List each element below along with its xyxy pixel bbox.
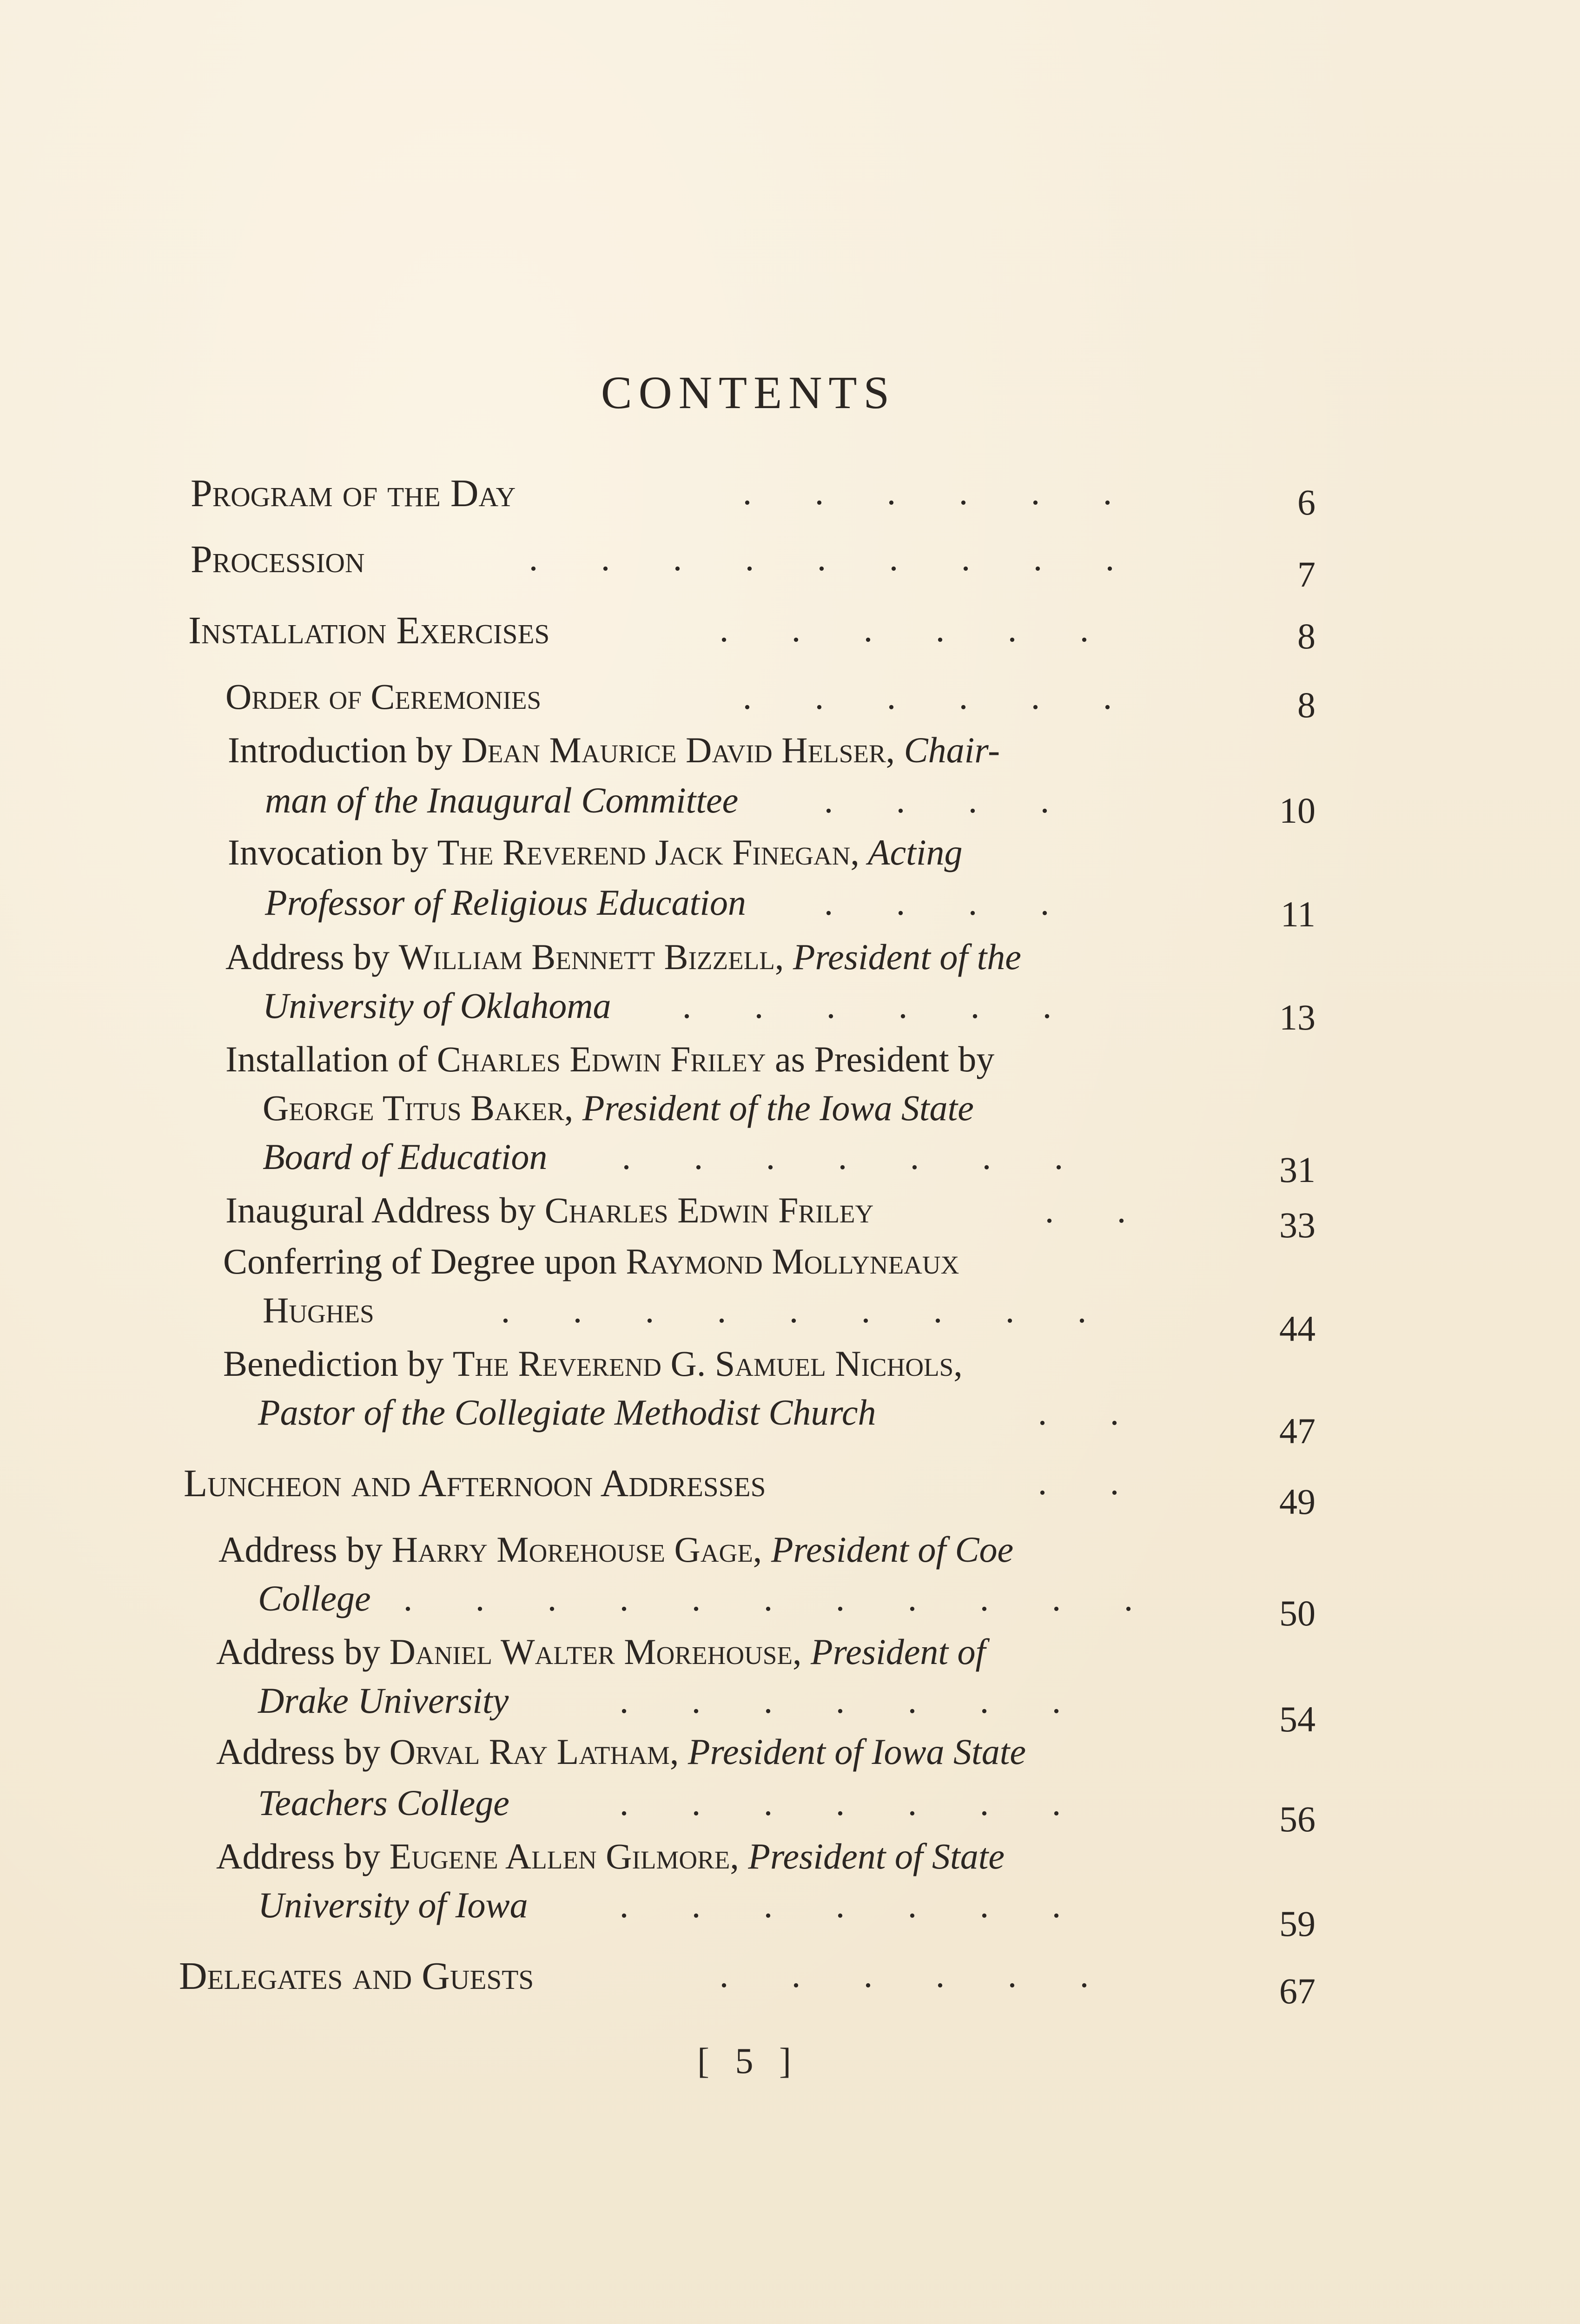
toc-entry-address-gage-continued: College	[258, 1578, 371, 1618]
dot-leader: . . . . . . . . .	[529, 538, 1115, 578]
toc-entry-installation-friley-continued-2: Board of Education	[263, 1136, 548, 1177]
dot-leader: . . . . . .	[719, 1954, 1089, 1995]
toc-entry-address-gilmore[interactable]: Address by Eugene Allen Gilmore, President of State	[216, 1836, 1005, 1876]
toc-entry-address-bizzell[interactable]: Address by William Bennett Bizzell, President of the	[225, 937, 1021, 977]
page-number[interactable]: 56	[1279, 1799, 1316, 1839]
toc-entry-introduction-continued: man of the Inaugural Committee	[265, 780, 739, 820]
toc-entry-benediction-continued: Pastor of the Collegiate Methodist Church	[258, 1392, 876, 1433]
dot-leader: . . . . . . .	[621, 1136, 1064, 1177]
toc-entry-conferring-degree[interactable]: Conferring of Degree upon Raymond Mollyneaux	[223, 1241, 959, 1281]
page-number[interactable]: 31	[1279, 1149, 1316, 1190]
dot-leader: . .	[1038, 1462, 1119, 1502]
toc-entry-address-morehouse[interactable]: Address by Daniel Walter Morehouse, President of	[216, 1631, 986, 1672]
dot-leader: . . . .	[824, 882, 1050, 923]
page-number[interactable]: 33	[1279, 1205, 1316, 1245]
dot-leader: . . . . . . . . .	[501, 1290, 1087, 1330]
page-number[interactable]: 59	[1279, 1903, 1316, 1944]
dot-leader: . . . .	[824, 780, 1050, 820]
toc-entry-procession[interactable]: Procession	[191, 538, 365, 581]
toc-entry-address-latham[interactable]: Address by Orval Ray Latham, President of Iowa State	[216, 1731, 1026, 1772]
dot-leader: . .	[1038, 1392, 1119, 1433]
page-number[interactable]: 10	[1279, 790, 1316, 831]
toc-entry-address-gilmore-continued: University of Iowa	[258, 1885, 528, 1925]
dot-leader: . . . . . . .	[619, 1783, 1061, 1823]
page-number[interactable]: 7	[1297, 554, 1316, 594]
toc-entry-address-morehouse-continued: Drake University	[258, 1680, 509, 1721]
toc-entry-luncheon[interactable]: Luncheon and Afternoon Addresses	[184, 1462, 766, 1505]
dot-leader: . . . . . . . . . . .	[403, 1578, 1133, 1618]
dot-leader: . . . . . .	[742, 472, 1112, 512]
page-number[interactable]: 13	[1279, 997, 1316, 1037]
toc-entry-installation-exercises[interactable]: Installation Exercises	[188, 609, 550, 652]
toc-entry-address-gage[interactable]: Address by Harry Morehouse Gage, President of Coe	[218, 1529, 1014, 1570]
dot-leader: . . . . . .	[742, 676, 1112, 717]
page-number[interactable]: 11	[1280, 894, 1316, 934]
dot-leader: . . . . . . .	[619, 1680, 1061, 1721]
toc-entry-introduction[interactable]: Introduction by Dean Maurice David Helser, Chair-	[228, 730, 1000, 770]
toc-entry-conferring-degree-continued: Hughes	[263, 1290, 374, 1330]
page-number[interactable]: 44	[1279, 1308, 1316, 1349]
toc-entry-order-of-ceremonies[interactable]: Order of Ceremonies	[225, 676, 542, 717]
dot-leader: . .	[1045, 1190, 1126, 1230]
toc-entry-installation-friley[interactable]: Installation of Charles Edwin Friley as President by	[225, 1039, 995, 1079]
toc-entry-benediction[interactable]: Benediction by The Reverend G. Samuel Nichols,	[223, 1343, 963, 1384]
toc-entry-invocation[interactable]: Invocation by The Reverend Jack Finegan, Acting	[228, 832, 963, 872]
toc-entry-installation-friley-continued: George Titus Baker, President of the Iowa State	[263, 1088, 974, 1128]
toc-entry-program-of-the-day[interactable]: Program of the Day	[191, 472, 516, 515]
dot-leader: . . . . . .	[719, 609, 1089, 649]
dot-leader: . . . . . .	[682, 985, 1052, 1026]
page-title: CONTENTS	[601, 367, 896, 418]
toc-entry-address-latham-continued: Teachers College	[258, 1783, 509, 1823]
page-number[interactable]: 67	[1279, 1971, 1316, 2011]
page-number[interactable]: 49	[1279, 1481, 1316, 1522]
page-number[interactable]: 54	[1279, 1699, 1316, 1739]
page-number[interactable]: 8	[1297, 685, 1316, 725]
page-number[interactable]: 47	[1279, 1411, 1316, 1451]
dot-leader: . . . . . . .	[619, 1885, 1061, 1925]
toc-entry-invocation-continued: Professor of Religious Education	[265, 882, 746, 923]
toc-entry-address-bizzell-continued: University of Oklahoma	[263, 985, 611, 1026]
page-number[interactable]: 6	[1297, 482, 1316, 522]
page-number[interactable]: 50	[1279, 1593, 1316, 1633]
toc-entry-delegates-and-guests[interactable]: Delegates and Guests	[179, 1954, 534, 1998]
toc-entry-inaugural-address[interactable]: Inaugural Address by Charles Edwin Friley	[225, 1190, 874, 1230]
page-number[interactable]: 8	[1297, 616, 1316, 656]
folio-page-number: [ 5 ]	[697, 2040, 800, 2081]
